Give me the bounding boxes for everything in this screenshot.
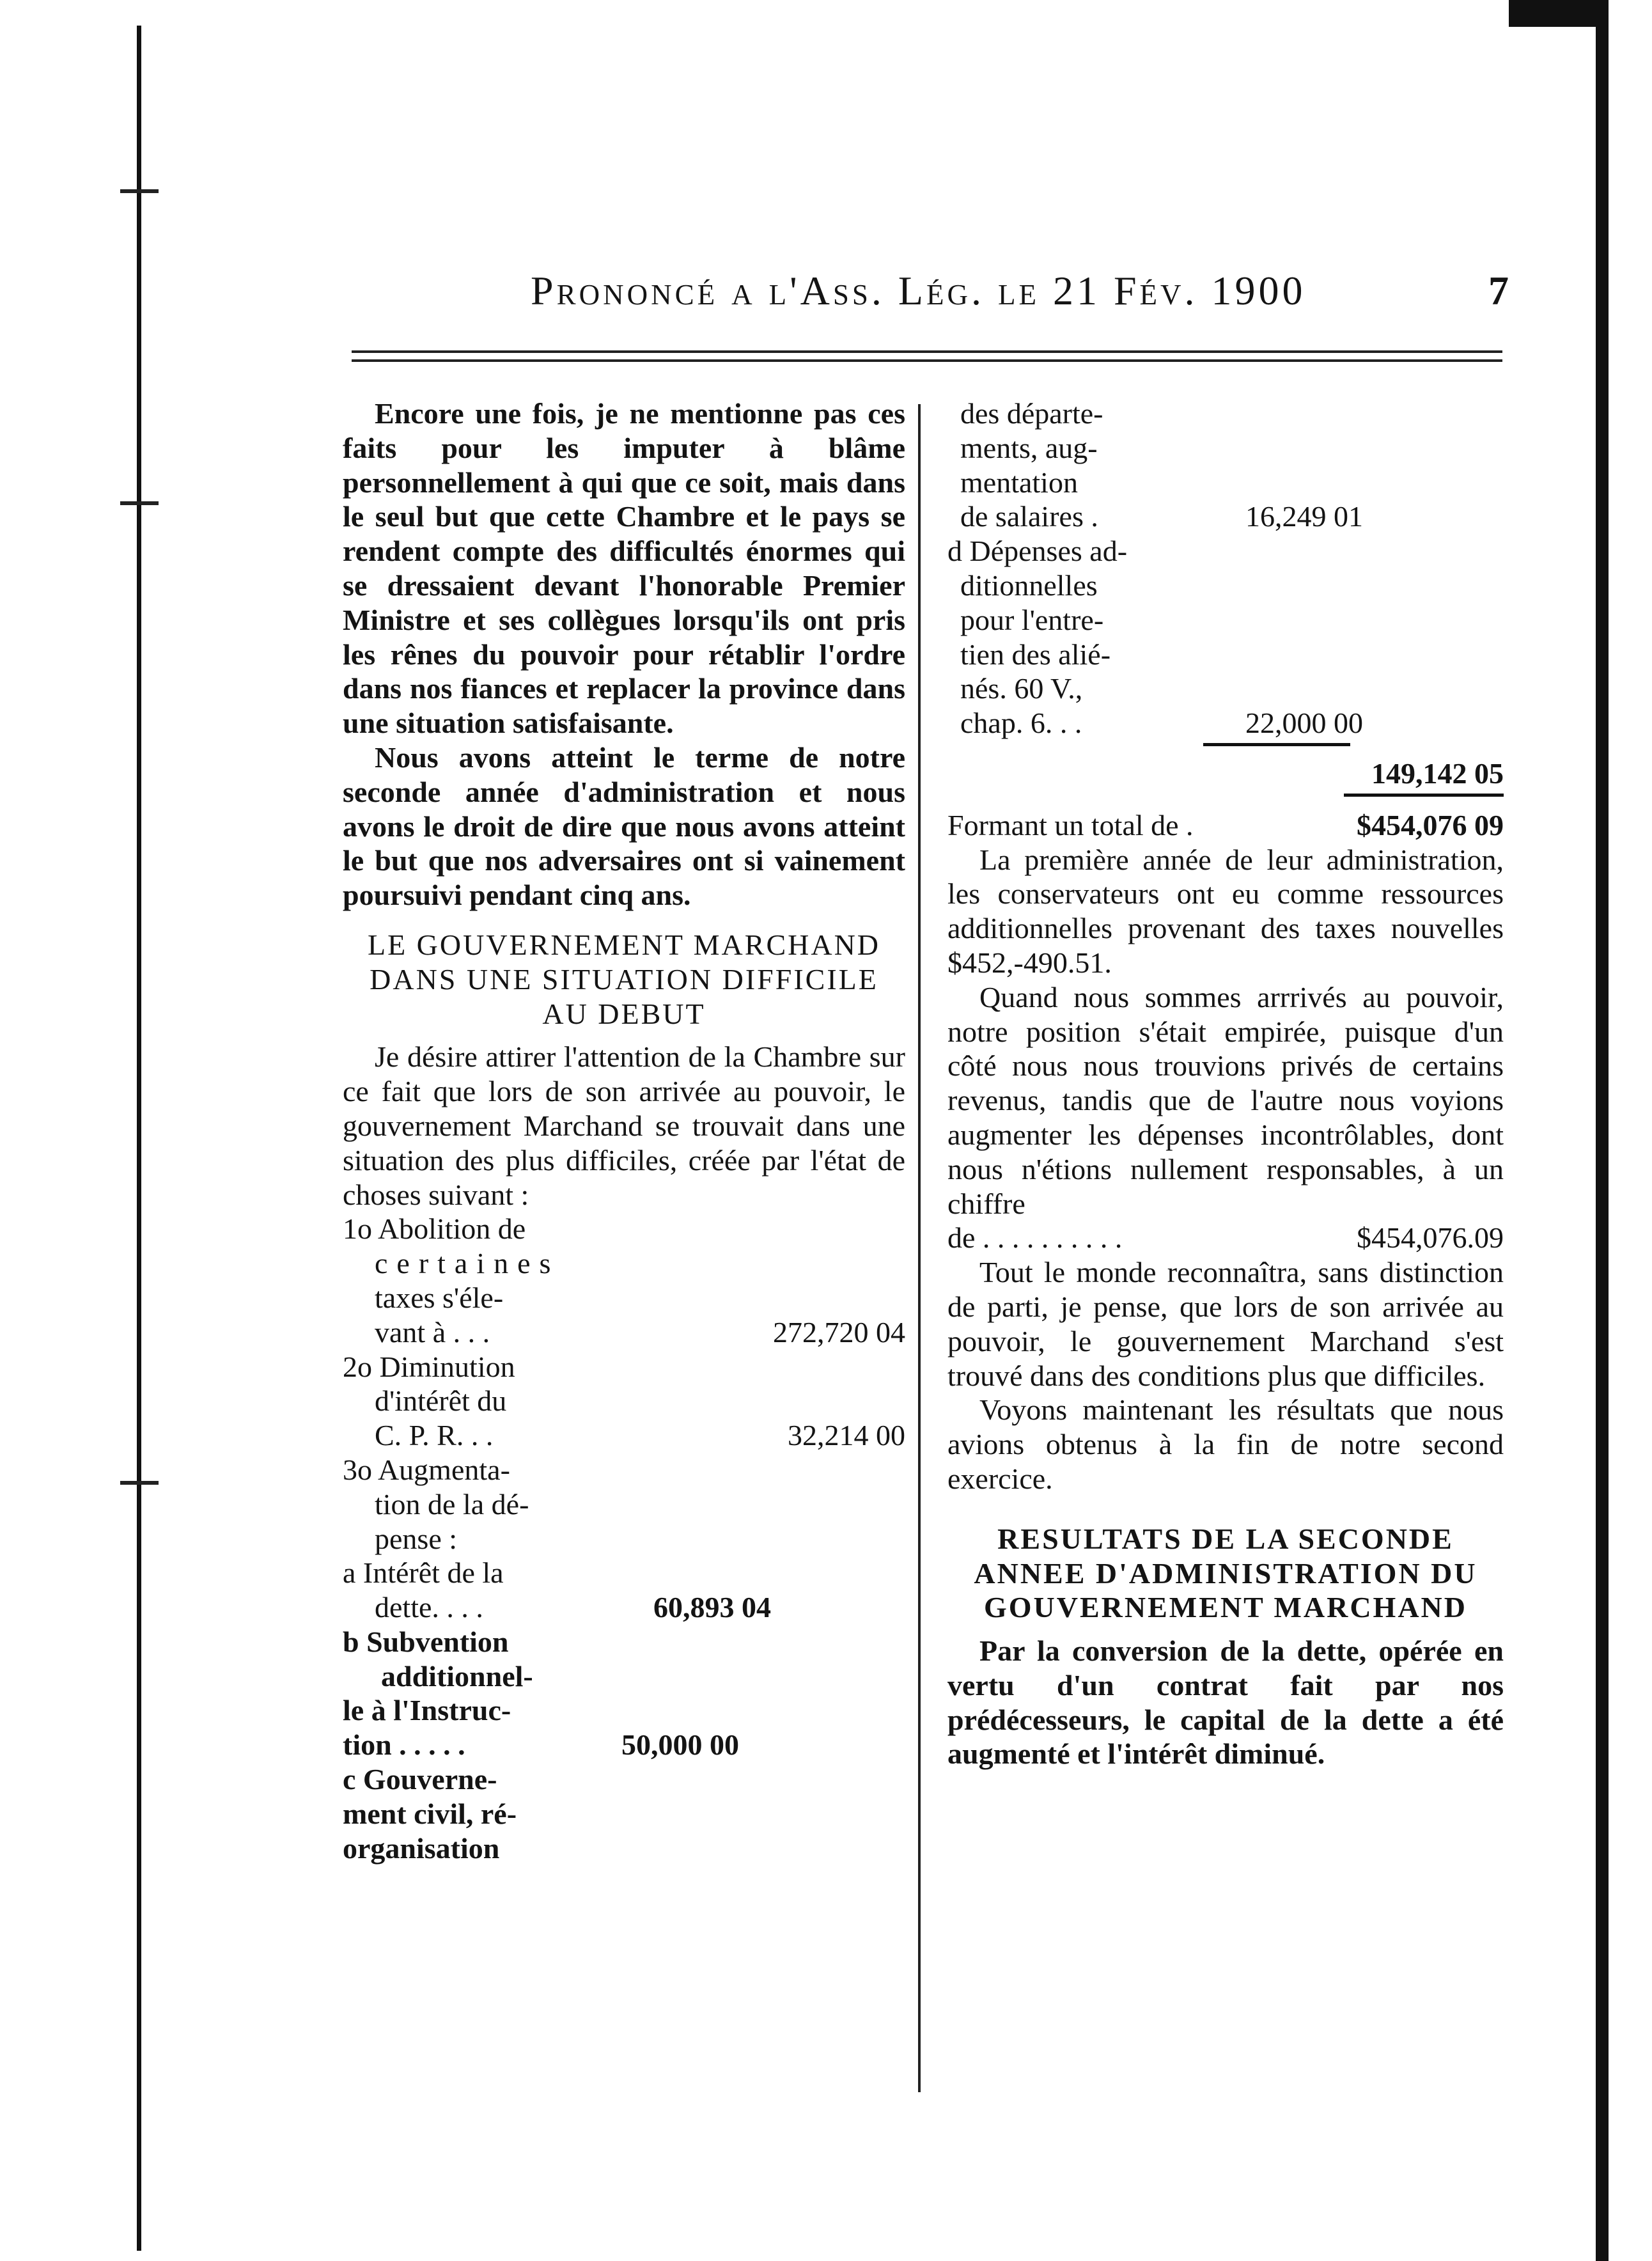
amount: 22,000 00 xyxy=(1245,707,1363,740)
amount-line: de . . . . . . . . . . $454,076.09 xyxy=(947,1221,1504,1255)
scan-left-mark xyxy=(120,189,159,193)
amount: 32,214 00 xyxy=(788,1419,905,1452)
paragraph: Encore une fois, je ne mentionne pas ces faits pour les imputer à blâme personnellement à qui que ce soit, mais dans le seul but que cette Chambre et le pays se rendent compte des difficultés énormes qui se dressaient devant l'honorable Premier Ministre et ses collègues lorsqu'ils ont pris les rênes du pouvoir pour rétablir l'ordre dans nos fiances et replacer la province dans une situation satisfaisante. xyxy=(343,397,905,740)
subtotal-amount: 149,142 05 xyxy=(1371,756,1504,790)
amount: 16,249 01 xyxy=(1245,500,1363,533)
expense-item-a: a Intérêt de la dette. . . . 60,893 04 xyxy=(343,1556,771,1624)
amount: $454,076.09 xyxy=(1357,1221,1504,1255)
total-rule xyxy=(1344,791,1504,797)
right-column xyxy=(947,396,1504,1771)
scan-right-border xyxy=(1596,0,1609,2261)
expense-item-b: b Subvention additionnel- le à l'Instruc- tion . . . . . 50,000 00 xyxy=(343,1625,739,1762)
expense-item-c-continued: des départe- ments, aug- mentation de salaires . 16,249 01 xyxy=(960,397,1363,533)
expense-item-2: 2o Diminution d'intérêt du C. P. R. . . 32,214 00 xyxy=(343,1350,905,1452)
scan-left-border xyxy=(137,26,141,2251)
section-heading: RESULTATS DE LA SECONDE ANNEE D'ADMINISTRATION DU GOUVERNEMENT MARCHAND xyxy=(974,1522,1477,1624)
paragraph: Nous avons atteint le terme de notre seconde année d'administration et nous avons le droit de dire que nous avons atteint le but que nos adversaires ont si vainement poursuivi pendant cinq ans. xyxy=(343,740,905,912)
amount: 60,893 04 xyxy=(653,1591,771,1624)
total-amount: $454,076 09 xyxy=(1357,808,1504,841)
amount: 272,720 04 xyxy=(773,1315,905,1349)
column-divider xyxy=(918,404,921,2092)
expense-item-3: 3o Augmenta- tion de la dé- pense : xyxy=(343,1453,529,1555)
subtotal-rule xyxy=(1203,740,1350,746)
paragraph: Je désire attirer l'attention de la Chambre sur ce fait que lors de son arrivée au pouvoir, le gouvernement Marchand se trouvait dans une situation des plus difficiles, créée par l'état de choses suivant : xyxy=(343,1040,905,1211)
expense-item-c: c Gouverne- ment civil, ré- organisation xyxy=(343,1763,517,1865)
page-number: 7 xyxy=(1488,268,1509,313)
running-header: Prononcé a l'Ass. Lég. le 21 Fév. 1900 xyxy=(531,268,1306,313)
total-line xyxy=(947,808,1504,843)
scan-left-mark xyxy=(120,1481,159,1485)
scan-left-mark xyxy=(120,501,159,505)
expense-item-d: d Dépenses ad- ditionnelles pour l'entre- tien des alié- nés. 60 V., chap. 6. . . 22,000 00 xyxy=(947,535,1363,740)
paragraph: La première année de leur administration, les conservateurs ont eu comme ressources additionnelles provenant des taxes nouvelles $452,-490.51. xyxy=(947,843,1504,979)
header-rule-bottom xyxy=(352,359,1502,362)
total-label: Formant un total de . xyxy=(947,808,1194,841)
paragraph: Voyons maintenant les résultats que nous avions obtenus à la fin de notre second exercice. xyxy=(947,1393,1504,1495)
amount: 50,000 00 xyxy=(621,1728,739,1762)
section-heading: LE GOUVERNEMENT MARCHAND DANS UNE SITUATION DIFFICILE AU DEBUT xyxy=(367,928,881,1030)
paragraph: Quand nous sommes arrrivés au pouvoir, notre position s'était empirée, puisque d'un côté nous nous trouvions privés de certains revenus, tandis que de l'autre nous voyions augmenter les dépenses incontrôlables, dont nous n'étions nullement responsables, à un chiffre xyxy=(947,980,1504,1220)
paragraph: Par la conversion de la dette, opérée en vertu d'un contrat fait par nos prédécesseurs, le capital de la dette a été augmenté et l'intérêt diminué. xyxy=(947,1634,1504,1771)
header-rule-top xyxy=(352,350,1502,353)
left-column xyxy=(343,396,905,1865)
scan-top-corner xyxy=(1509,0,1598,27)
expense-item-1: 1o Abolition de certaines taxes s'éle- vant à . . . 272,720 04 xyxy=(343,1212,905,1349)
paragraph: Tout le monde reconnaîtra, sans distinction de parti, je pense, que lors de son arrivée au pouvoir, le gouvernement Marchand s'est trouvé dans des conditions plus que difficiles. xyxy=(947,1256,1504,1392)
